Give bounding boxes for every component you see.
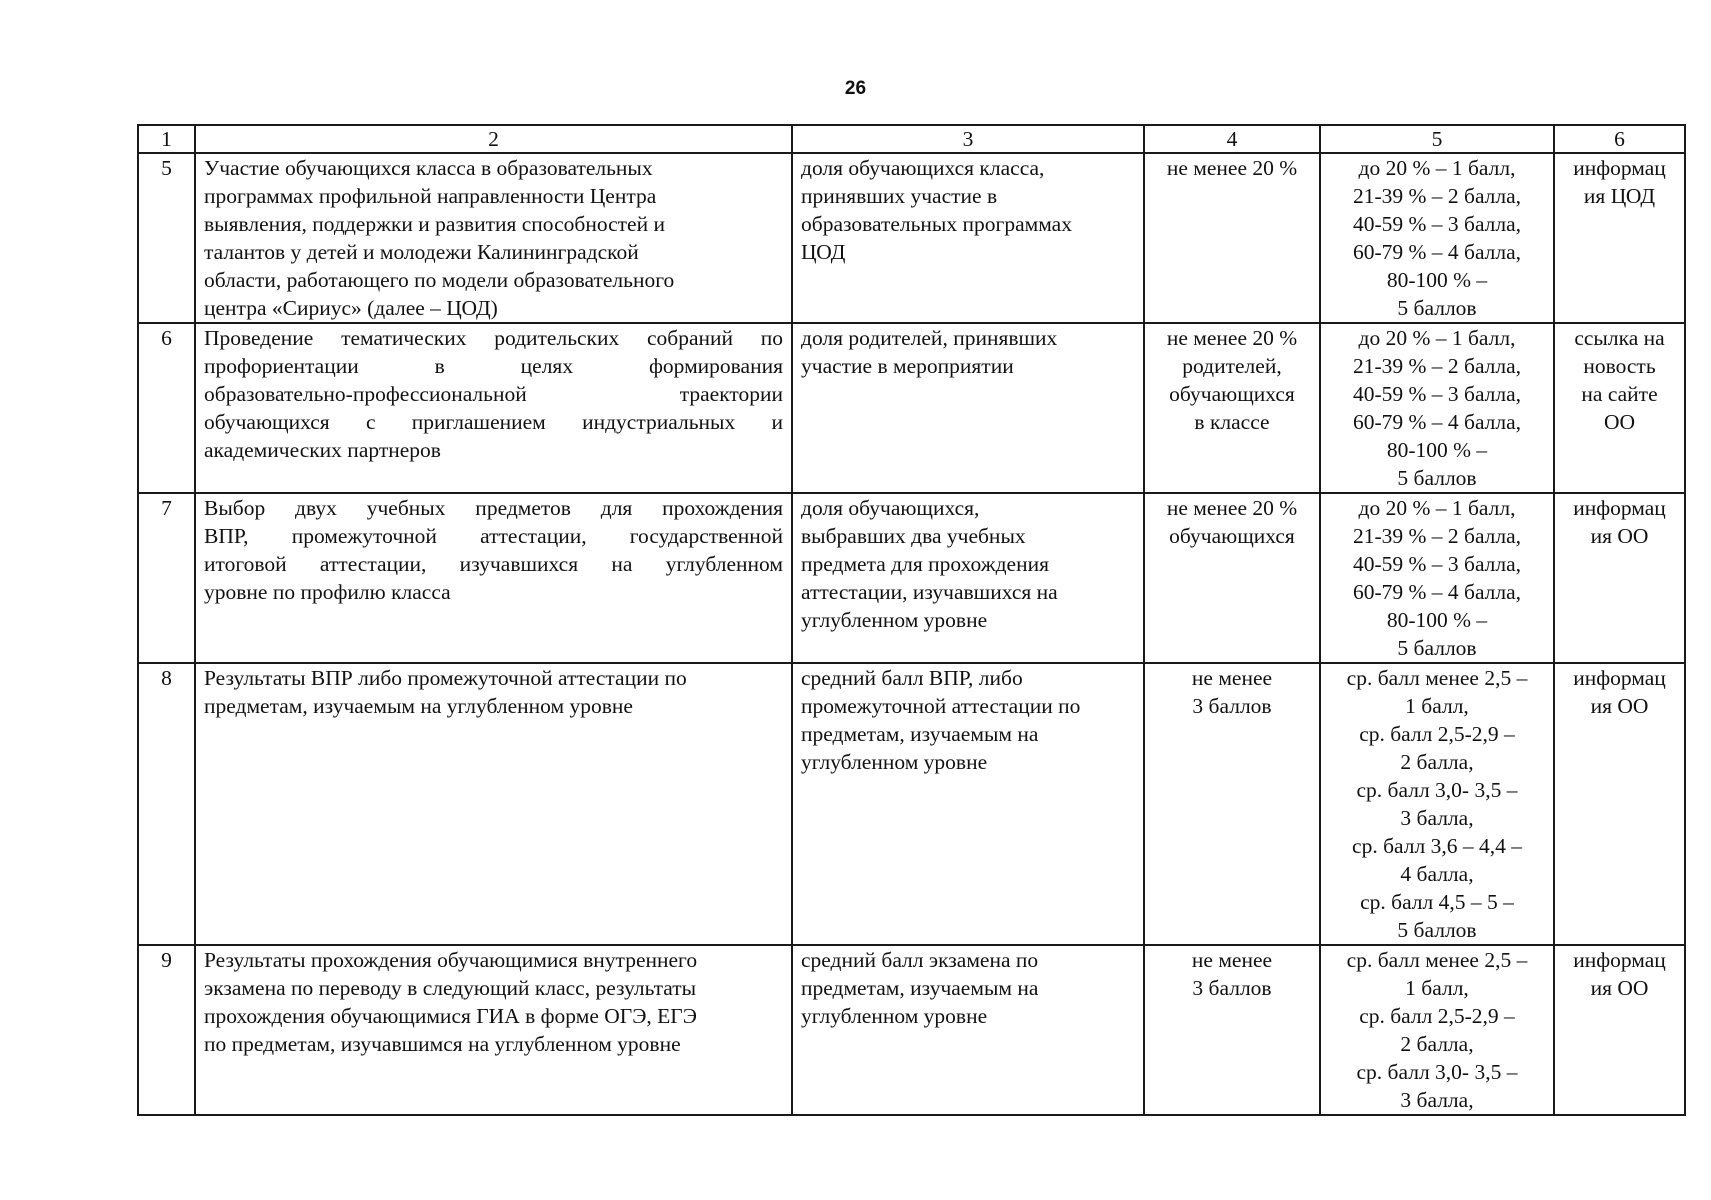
scoring-line: ср. балл 2,5-2,9 –	[1359, 1004, 1515, 1028]
criterion-line: профориентации в целях формирования	[204, 354, 783, 378]
norm-line: 3 баллов	[1192, 694, 1272, 718]
indicator-line: средний балл ВПР, либо	[801, 666, 1023, 690]
table-row	[138, 945, 1685, 1115]
scoring-line: 1 балл,	[1405, 976, 1469, 1000]
scoring-line: 40-59 % – 3 балла,	[1352, 212, 1522, 236]
criterion-line: обучающихся с приглашением индустриальных и	[204, 410, 783, 434]
scoring-cell	[1320, 323, 1554, 493]
page-number: 26	[844, 78, 867, 99]
scoring-line: 21-39 % – 2 балла,	[1352, 524, 1522, 548]
indicator-line: средний балл экзамена по	[801, 948, 1039, 972]
scoring-line: 5 баллов	[1397, 636, 1477, 660]
criterion-line: ВПР, промежуточной аттестации, государственной	[204, 524, 783, 548]
norm-line: не менее 20 %	[1166, 496, 1298, 520]
scoring-cell	[1320, 153, 1554, 323]
scoring-line: 40-59 % – 3 балла,	[1352, 382, 1522, 406]
source-line: информац	[1573, 496, 1666, 520]
indicator-line: аттестации, изучавшихся на	[801, 580, 1058, 604]
row-number: 6	[138, 323, 195, 493]
scoring-line: 21-39 % – 2 балла,	[1352, 184, 1522, 208]
row-number: 5	[138, 153, 195, 323]
norm-line: в классе	[1194, 410, 1270, 434]
scoring-cell	[1320, 663, 1554, 945]
scoring-line: ср. балл менее 2,5 –	[1346, 666, 1528, 690]
criterion-line: талантов у детей и молодежи Калининградской	[204, 240, 639, 264]
indicator-line: принявших участие в	[801, 184, 998, 208]
column-header-6: 6	[1554, 125, 1685, 153]
criterion-line: Результаты ВПР либо промежуточной аттестации по	[204, 666, 687, 690]
source-line: информац	[1573, 666, 1666, 690]
scoring-line: 80-100 % –	[1386, 608, 1488, 632]
norm-cell	[1144, 153, 1320, 323]
scoring-line: ср. балл 4,5 – 5 –	[1360, 890, 1514, 914]
scoring-line: ср. балл 3,0- 3,5 –	[1356, 1060, 1518, 1084]
criterion-line: Участие обучающихся класса в образовательных	[204, 156, 653, 180]
scoring-line: 2 балла,	[1400, 1032, 1474, 1056]
norm-line: обучающихся	[1169, 382, 1295, 406]
scoring-line: 4 балла,	[1400, 862, 1474, 886]
scoring-line: 60-79 % – 4 балла,	[1352, 580, 1522, 604]
norm-line: не менее 20 %	[1166, 326, 1298, 350]
criterion-line: программах профильной направленности Центра	[204, 184, 657, 208]
row-number: 8	[138, 663, 195, 945]
scoring-cell	[1320, 493, 1554, 663]
indicator-cell	[792, 493, 1144, 663]
scoring-line: 3 балла,	[1400, 806, 1474, 830]
indicator-cell	[792, 153, 1144, 323]
norm-line: родителей,	[1182, 354, 1282, 378]
indicator-line: предметам, изучаемым на	[801, 976, 1039, 1000]
source-line: ия ЦОД	[1583, 184, 1656, 208]
scoring-line: 60-79 % – 4 балла,	[1352, 410, 1522, 434]
indicator-line: предметам, изучаемым на	[801, 722, 1039, 746]
scoring-line: 21-39 % – 2 балла,	[1352, 354, 1522, 378]
scoring-line: 40-59 % – 3 балла,	[1352, 552, 1522, 576]
source-cell	[1554, 663, 1685, 945]
scoring-line: 5 баллов	[1397, 918, 1477, 942]
scoring-line: 60-79 % – 4 балла,	[1352, 240, 1522, 264]
criterion-cell	[195, 493, 792, 663]
norm-cell	[1144, 493, 1320, 663]
criterion-cell	[195, 945, 792, 1115]
source-line: ия ОО	[1590, 694, 1649, 718]
scoring-line: до 20 % – 1 балл,	[1358, 496, 1516, 520]
indicator-line: доля обучающихся,	[801, 496, 980, 520]
criterion-line: предметам, изучаемым на углубленном уровне	[204, 694, 633, 718]
source-line: на сайте	[1581, 382, 1658, 406]
source-line: информац	[1573, 948, 1666, 972]
criterion-line: области, работающего по модели образовательного	[204, 268, 675, 292]
scoring-line: 80-100 % –	[1386, 438, 1488, 462]
table-row	[138, 663, 1685, 945]
indicator-line: промежуточной аттестации по	[801, 694, 1081, 718]
indicator-line: углубленном уровне	[801, 608, 988, 632]
norm-line: 3 баллов	[1192, 976, 1272, 1000]
criterion-line: по предметам, изучавшимся на углубленном уровне	[204, 1032, 681, 1056]
criteria-table	[137, 124, 1686, 1116]
criterion-line: Проведение тематических родительских собраний по	[204, 326, 783, 350]
criterion-line: Выбор двух учебных предметов для прохождения	[204, 496, 783, 520]
indicator-line: выбравших два учебных	[801, 524, 1026, 548]
criterion-line: итоговой аттестации, изучавшихся на углубленном	[204, 552, 783, 576]
scoring-line: 1 балл,	[1405, 694, 1469, 718]
indicator-cell	[792, 663, 1144, 945]
column-header-5: 5	[1320, 125, 1554, 153]
table-row	[138, 323, 1685, 493]
scoring-line: 80-100 % –	[1386, 268, 1488, 292]
source-cell	[1554, 945, 1685, 1115]
indicator-cell	[792, 323, 1144, 493]
criterion-line: центра «Сириус» (далее – ЦОД)	[204, 296, 498, 320]
norm-line: не менее 20 %	[1166, 156, 1298, 180]
criterion-line: выявления, поддержки и развития способностей и	[204, 212, 665, 236]
norm-line: не менее	[1191, 948, 1273, 972]
criterion-cell	[195, 153, 792, 323]
indicator-line: углубленном уровне	[801, 1004, 988, 1028]
scoring-line: до 20 % – 1 балл,	[1358, 326, 1516, 350]
criterion-line: образовательно-профессиональной траектории	[204, 382, 783, 406]
criterion-cell	[195, 663, 792, 945]
row-number: 7	[138, 493, 195, 663]
scoring-line: 3 балла,	[1400, 1088, 1474, 1112]
column-header-3: 3	[792, 125, 1144, 153]
norm-line: не менее	[1191, 666, 1273, 690]
criterion-line: экзамена по переводу в следующий класс, результаты	[204, 976, 697, 1000]
scoring-line: 5 баллов	[1397, 296, 1477, 320]
scoring-line: ср. балл 3,0- 3,5 –	[1356, 778, 1518, 802]
scoring-line: 5 баллов	[1397, 466, 1477, 490]
column-header-1: 1	[138, 125, 195, 153]
header-row	[138, 125, 1685, 153]
scoring-line: до 20 % – 1 балл,	[1358, 156, 1516, 180]
indicator-line: ЦОД	[801, 240, 846, 264]
scoring-line: ср. балл 2,5-2,9 –	[1359, 722, 1515, 746]
column-header-2: 2	[195, 125, 792, 153]
indicator-line: участие в мероприятии	[801, 354, 1014, 378]
criterion-line: академических партнеров	[204, 438, 441, 462]
norm-cell	[1144, 945, 1320, 1115]
norm-cell	[1144, 323, 1320, 493]
indicator-line: доля родителей, принявших	[801, 326, 1058, 350]
criterion-line: уровне по профилю класса	[204, 580, 451, 604]
indicator-line: предмета для прохождения	[801, 552, 1049, 576]
source-cell	[1554, 323, 1685, 493]
criterion-line: прохождения обучающимися ГИА в форме ОГЭ, ЕГЭ	[204, 1004, 697, 1028]
source-line: ия ОО	[1590, 976, 1649, 1000]
norm-line: обучающихся	[1169, 524, 1295, 548]
scoring-cell	[1320, 945, 1554, 1115]
table-row	[138, 493, 1685, 663]
table-row	[138, 153, 1685, 323]
indicator-line: образовательных программах	[801, 212, 1072, 236]
column-header-4: 4	[1144, 125, 1320, 153]
scoring-line: 2 балла,	[1400, 750, 1474, 774]
source-line: ОО	[1603, 410, 1636, 434]
indicator-line: доля обучающихся класса,	[801, 156, 1045, 180]
norm-cell	[1144, 663, 1320, 945]
row-number: 9	[138, 945, 195, 1115]
source-cell	[1554, 493, 1685, 663]
source-line: информац	[1573, 156, 1666, 180]
source-line: новость	[1583, 354, 1656, 378]
source-line: ия ОО	[1590, 524, 1649, 548]
scoring-line: ср. балл менее 2,5 –	[1346, 948, 1528, 972]
source-cell	[1554, 153, 1685, 323]
scoring-line: ср. балл 3,6 – 4,4 –	[1352, 834, 1522, 858]
criterion-cell	[195, 323, 792, 493]
source-line: ссылка на	[1574, 326, 1665, 350]
indicator-cell	[792, 945, 1144, 1115]
criterion-line: Результаты прохождения обучающимися внутреннего	[204, 948, 698, 972]
indicator-line: углубленном уровне	[801, 750, 988, 774]
